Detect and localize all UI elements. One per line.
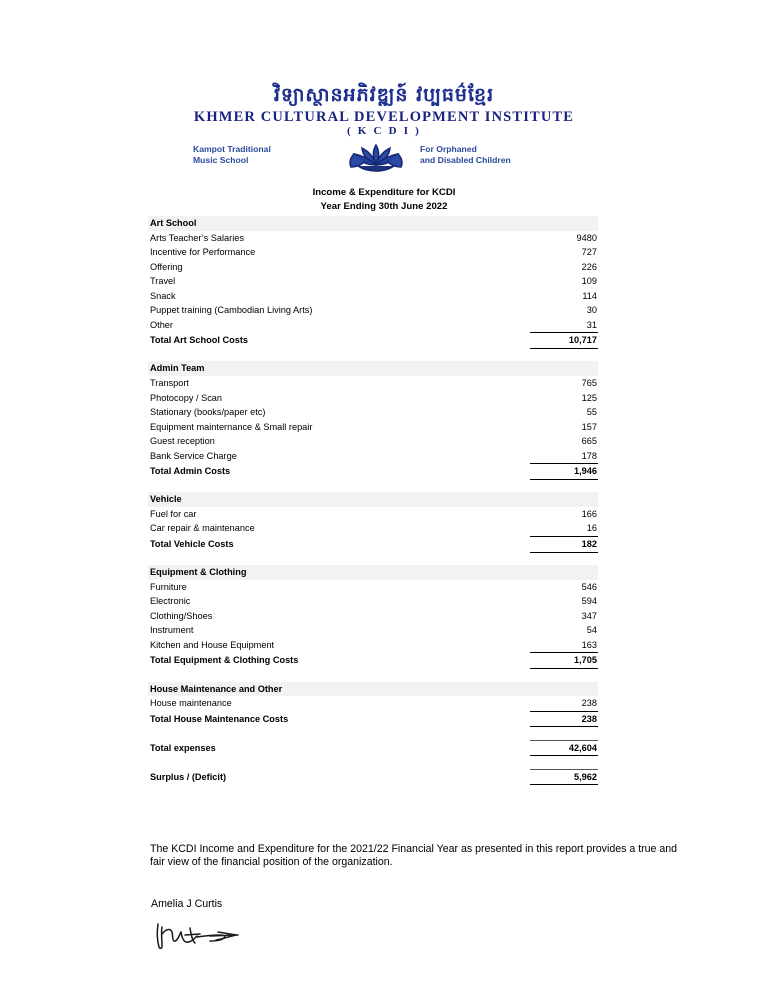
line-item-label: Guest reception (150, 436, 215, 447)
table-row (148, 594, 598, 609)
section-total-label: Total Equipment & Clothing Costs (150, 655, 299, 666)
table-row (148, 420, 598, 435)
line-item-value: 157 (581, 421, 597, 432)
row-spacer (148, 754, 598, 769)
line-item-value: 16 (586, 523, 597, 534)
line-item-label: Equipment mainternance & Small repair (150, 421, 313, 432)
line-item-label: Offering (150, 261, 183, 272)
line-item-value: 347 (581, 610, 597, 621)
line-item-value: 226 (581, 261, 597, 272)
grand-total-row (148, 769, 598, 784)
grand-total-value: 5,962 (530, 769, 598, 786)
grand-total-label: Surplus / (Deficit) (150, 771, 227, 782)
section-header-label: Vehicle (150, 494, 182, 505)
handwritten-signature-icon (152, 916, 262, 956)
row-spacer (148, 347, 598, 362)
line-item-value: 238 (581, 698, 597, 709)
table-row (148, 609, 598, 624)
section-total-row (148, 711, 598, 726)
organization-abbreviation: ( K C D I ) (346, 125, 421, 137)
tagline-orphaned-children-line2: and Disabled Children (420, 154, 511, 165)
section-total-value: 1,705 (530, 652, 598, 669)
table-row (148, 507, 598, 522)
tagline-music-school-line1: Kampot Traditional (193, 144, 271, 154)
section-total-row (148, 652, 598, 667)
grand-total-label: Total expenses (150, 742, 216, 753)
line-item-value: 163 (581, 639, 597, 650)
table-row (148, 638, 598, 653)
row-spacer (148, 478, 598, 493)
section-header-label: Equipment & Clothing (150, 567, 247, 578)
row-spacer (148, 551, 598, 566)
line-item-label: Bank Service Charge (150, 450, 237, 461)
line-item-label: House maintenance (150, 698, 232, 709)
section-header (148, 565, 598, 580)
row-spacer (148, 725, 598, 740)
line-item-value: 178 (581, 450, 597, 461)
line-item-value: 727 (581, 247, 597, 258)
line-item-value: 55 (586, 407, 597, 418)
report-title: Income & Expenditure for KCDI (312, 187, 456, 198)
section-header (148, 216, 598, 231)
table-row (148, 449, 598, 464)
row-spacer (148, 667, 598, 682)
section-total-row (148, 463, 598, 478)
line-item-label: Incentive for Performance (150, 247, 256, 258)
line-item-label: Puppet training (Cambodian Living Arts) (150, 305, 313, 316)
expenditure-table (148, 216, 598, 783)
table-row (148, 623, 598, 638)
tagline-music-school (193, 144, 271, 165)
organization-name: KHMER CULTURAL DEVELOPMENT INSTITUTE (193, 109, 575, 125)
table-row (148, 274, 598, 289)
letterhead (0, 82, 768, 174)
table-row (148, 376, 598, 391)
letterhead-taglines (0, 140, 768, 174)
line-item-label: Instrument (150, 625, 194, 636)
line-item-label: Kitchen and House Equipment (150, 639, 275, 650)
line-item-value: 765 (581, 378, 597, 389)
section-total-row (148, 536, 598, 551)
line-item-value: 125 (581, 392, 597, 403)
line-item-label: Car repair & maintenance (150, 523, 255, 534)
line-item-label: Snack (150, 290, 176, 301)
line-item-value: 594 (581, 596, 597, 607)
section-header (148, 492, 598, 507)
section-total-value: 1,946 (530, 463, 598, 480)
section-total-value: 238 (530, 711, 598, 728)
line-item-value: 665 (581, 436, 597, 447)
line-item-label: Electronic (150, 596, 191, 607)
line-item-value: 9480 (576, 232, 597, 243)
table-row (148, 260, 598, 275)
report-subtitle: Year Ending 30th June 2022 (320, 201, 448, 212)
tagline-orphaned-children-line1: For Orphaned (420, 144, 477, 154)
section-total-label: Total Vehicle Costs (150, 539, 234, 550)
grand-total-value: 42,604 (530, 740, 598, 757)
line-item-label: Other (150, 319, 173, 330)
section-header (148, 361, 598, 376)
table-row (148, 289, 598, 304)
section-total-value: 182 (530, 536, 598, 553)
line-item-value: 31 (586, 319, 597, 330)
line-item-value: 54 (586, 625, 597, 636)
khmer-organization-title: វិទ្យាស្ថានអភិវឌ្ឍន៍ វប្បធម៌ខ្មែរ (273, 84, 495, 106)
line-item-label: Clothing/Shoes (150, 610, 213, 621)
line-item-label: Travel (150, 276, 176, 287)
line-item-value: 114 (582, 290, 597, 301)
section-total-label: Total Art School Costs (150, 335, 249, 346)
line-item-label: Arts Teacher’s Salaries (150, 232, 244, 243)
section-total-label: Total Admin Costs (150, 466, 231, 477)
table-row (148, 231, 598, 246)
section-total-row (148, 332, 598, 347)
table-row (148, 521, 598, 536)
tagline-music-school-line2: Music School (193, 154, 249, 165)
table-row (148, 303, 598, 318)
line-item-label: Photocopy / Scan (150, 392, 223, 403)
section-header (148, 682, 598, 697)
table-row (148, 405, 598, 420)
grand-total-row (148, 740, 598, 755)
signer-name: Amelia J Curtis (151, 898, 223, 910)
line-item-label: Transport (150, 378, 189, 389)
table-row (148, 318, 598, 333)
tagline-orphaned-children (420, 144, 511, 165)
line-item-label: Stationary (books/paper etc) (150, 407, 266, 418)
table-row (148, 245, 598, 260)
section-header-label: Art School (150, 218, 197, 228)
audit-statement: The KCDI Income and Expenditure for the 2021/22 Financial Year as presented in this report provides a true and fair view of the financial position of the organization. (150, 843, 678, 869)
table-row (148, 391, 598, 406)
line-item-value: 546 (581, 581, 597, 592)
line-item-value: 166 (581, 508, 597, 519)
section-header-label: House Maintenance and Other (150, 683, 283, 694)
section-total-value: 10,717 (530, 332, 598, 349)
section-total-label: Total House Maintenance Costs (150, 713, 289, 724)
table-row (148, 580, 598, 595)
line-item-value: 30 (586, 305, 597, 316)
table-row (148, 434, 598, 449)
line-item-label: Furniture (150, 581, 187, 592)
table-row (148, 696, 598, 711)
line-item-label: Fuel for car (150, 508, 197, 519)
line-item-value: 109 (581, 276, 597, 287)
lotus-emblem-icon (330, 140, 422, 174)
section-header-label: Admin Team (150, 363, 205, 374)
